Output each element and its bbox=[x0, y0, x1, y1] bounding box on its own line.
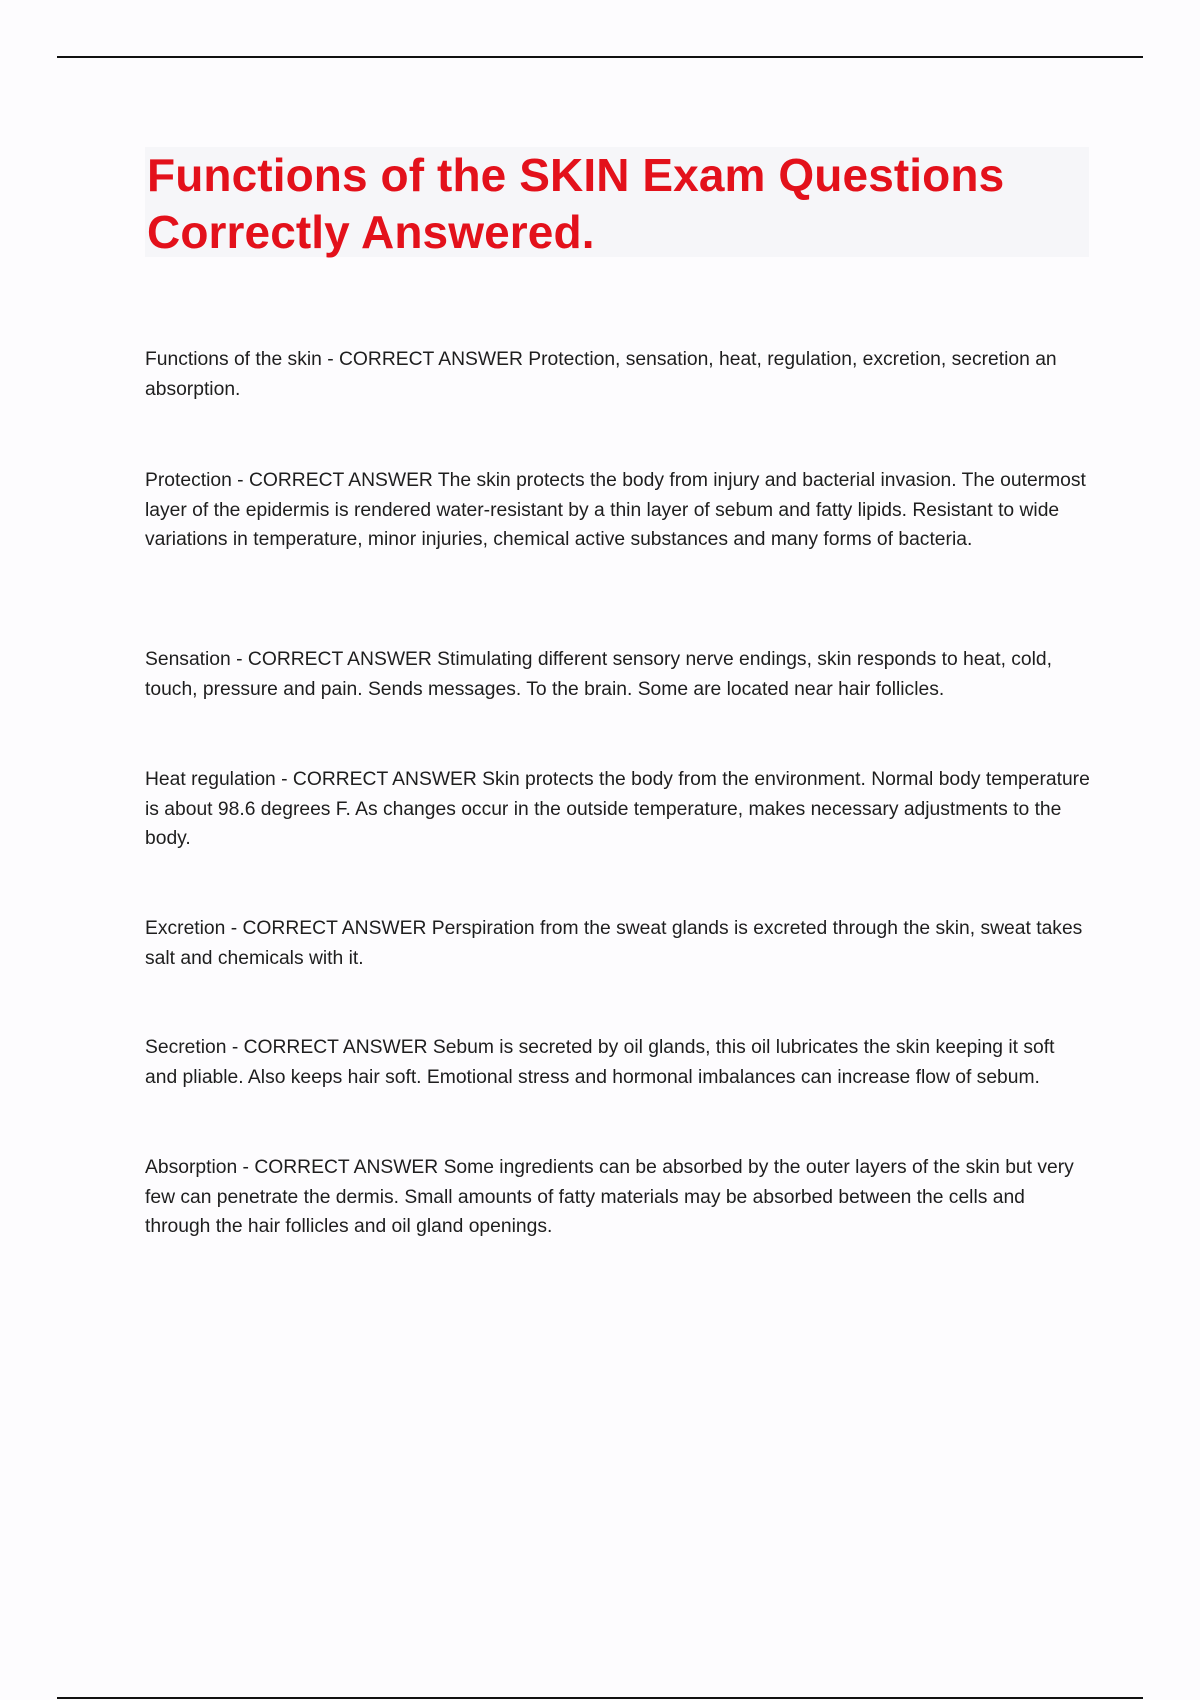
qa-item-functions-of-the-skin: Functions of the skin - CORRECT ANSWER Protection, sensation, heat, regulation, excretion, secretion an absorption. bbox=[145, 349, 1057, 400]
bottom-rule bbox=[57, 1697, 1143, 1699]
qa-item-protection: Protection - CORRECT ANSWER The skin protects the body from injury and bacterial invasion. The outermost layer of the epidermis is rendered water-resistant by a thin layer of sebum and fatty lipids. Resistant to wide variations in temperature, minor injuries, chemical active substances and many forms of bacteria. bbox=[145, 470, 1086, 550]
qa-item-sensation: Sensation - CORRECT ANSWER Stimulating different sensory nerve endings, skin responds to heat, cold, touch, pressure and pain. Sends messages. To the brain. Some are located near hair follicles. bbox=[145, 649, 1053, 700]
qa-item-absorption: Absorption - CORRECT ANSWER Some ingredients can be absorbed by the outer layers of the skin but very few can penetrate the dermis. Small amounts of fatty materials may be absorbed between the cells and through the hair follicles and oil gland openings. bbox=[145, 1157, 1074, 1237]
qa-item-secretion: Secretion - CORRECT ANSWER Sebum is secreted by oil glands, this oil lubricates the skin keeping it soft and pliable. Also keeps hair soft. Emotional stress and hormonal imbalances can increase flow of sebum. bbox=[145, 1037, 1055, 1088]
top-rule bbox=[57, 56, 1143, 58]
title-block bbox=[145, 147, 1089, 257]
document-title: Functions of the SKIN Exam Questions Correctly Answered. bbox=[147, 149, 1005, 258]
qa-item-excretion: Excretion - CORRECT ANSWER Perspiration from the sweat glands is excreted through the skin, sweat takes salt and chemicals with it. bbox=[145, 918, 1083, 969]
qa-item-heat-regulation: Heat regulation - CORRECT ANSWER Skin protects the body from the environment. Normal body temperature is about 98.6 degrees F. As changes occur in the outside temperature, makes necessary adjustments to the body. bbox=[145, 769, 1090, 849]
